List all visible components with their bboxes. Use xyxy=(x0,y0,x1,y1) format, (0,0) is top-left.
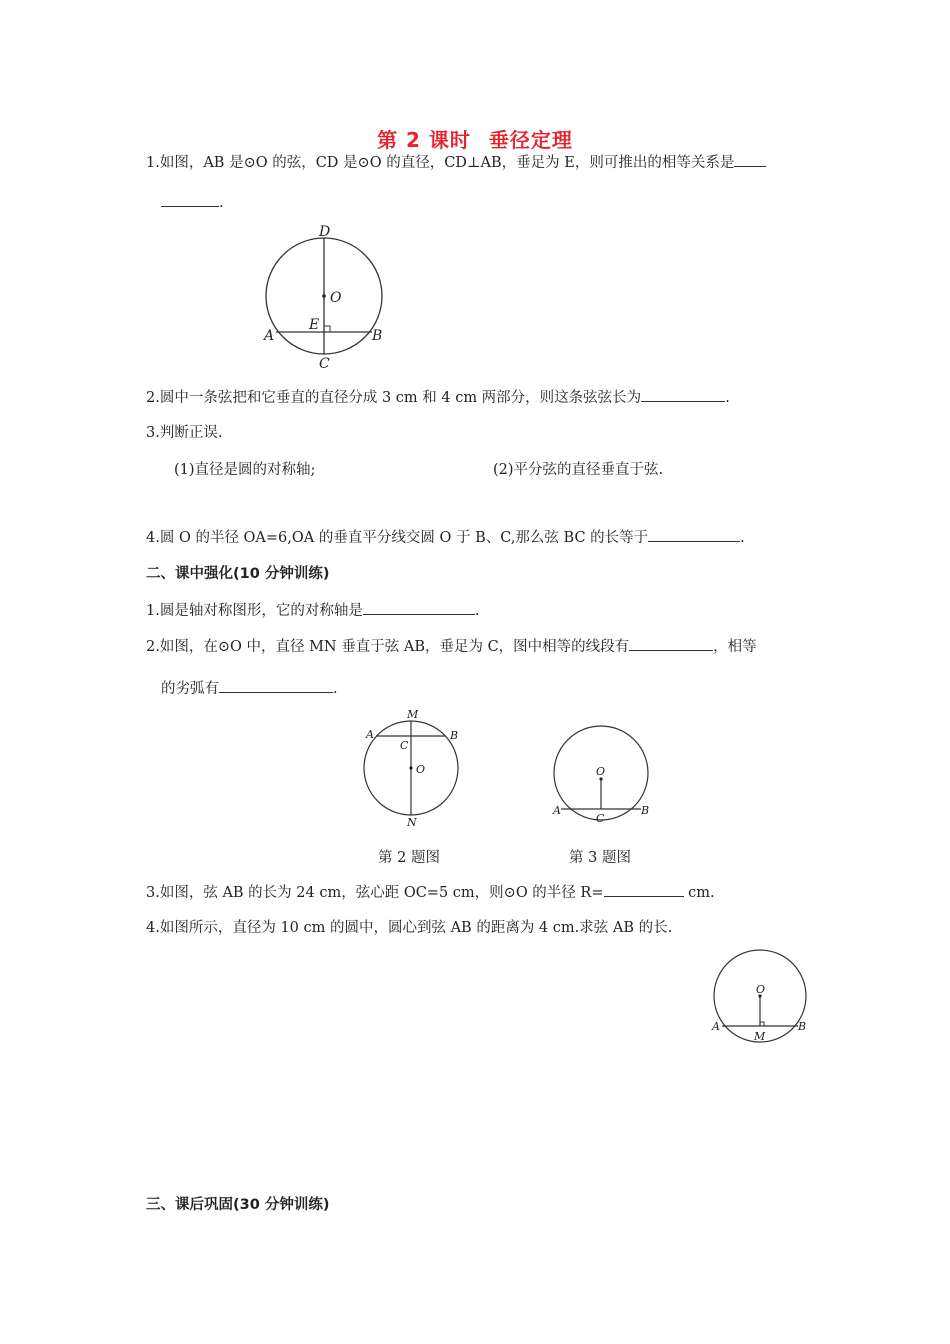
answer-blank xyxy=(363,600,475,615)
s2-question-3: 3.如图，弦 AB 的长为 24 cm，弦心距 OC=5 cm，则⊙O 的半径 R= cm. xyxy=(146,882,715,903)
fig3-label-a: A xyxy=(553,804,561,817)
figure-2-caption: 第 2 题图 xyxy=(378,850,440,866)
fig2-label-n: N xyxy=(407,816,417,829)
figure-2 xyxy=(352,700,472,832)
fig3-label-o: O xyxy=(596,765,606,778)
question-1-cont: . xyxy=(161,192,224,213)
question-3-part-1: (1)直径是圆的对称轴; xyxy=(174,462,316,478)
question-1: 1.如图，AB 是⊙O 的弦，CD 是⊙O 的直径，CD⊥AB，垂足为 E，则可推出的相等关系是 xyxy=(146,152,766,173)
fig2-label-b: B xyxy=(450,729,459,742)
answer-blank xyxy=(648,527,740,542)
s2-question-2-cont: 的劣弧有 . xyxy=(161,678,338,699)
fig1-label-a: A xyxy=(264,328,275,344)
answer-blank xyxy=(161,192,219,207)
fig2-label-o: O xyxy=(416,763,426,776)
fig1-label-b: B xyxy=(372,328,383,344)
answer-blank xyxy=(604,882,684,897)
fig4-label-m: M xyxy=(754,1030,766,1043)
answer-blank xyxy=(641,387,725,402)
fig4-label-o: O xyxy=(756,983,766,996)
fig1-label-c: C xyxy=(319,356,330,372)
section-3-heading: 三、课后巩固(30 分钟训练) xyxy=(146,1197,330,1213)
figure-1 xyxy=(250,220,410,380)
fig2-label-c: C xyxy=(400,739,409,752)
fig1-label-e: E xyxy=(309,317,320,333)
question-2: 2.圆中一条弦把和它垂直的直径分成 3 cm 和 4 cm 两部分，则这条弦弦长为 . xyxy=(146,387,730,408)
answer-blank xyxy=(219,678,333,693)
question-4: 4.圆 O 的半径 OA=6,OA 的垂直平分线交圆 O 于 B、C,那么弦 BC 的长等于 . xyxy=(146,527,745,548)
answer-blank xyxy=(629,636,713,651)
figure-3 xyxy=(545,725,665,835)
s2-question-2: 2.如图，在⊙O 中，直径 MN 垂直于弦 AB，垂足为 C，图中相等的线段有 ，相等 xyxy=(146,636,757,657)
lesson-topic: 垂径定理 xyxy=(488,128,573,152)
page-title xyxy=(0,124,950,153)
fig3-label-b: B xyxy=(641,804,650,817)
fig1-label-o: O xyxy=(330,290,342,306)
figure-3-caption: 第 3 题图 xyxy=(569,850,631,866)
figure-4 xyxy=(705,950,815,1050)
fig2-label-a: A xyxy=(366,728,374,741)
answer-blank xyxy=(734,152,766,167)
question-3: 3.判断正误. xyxy=(146,425,223,441)
fig4-label-a: A xyxy=(712,1020,720,1033)
fig1-label-d: D xyxy=(319,224,331,240)
section-2-heading: 二、课中强化(10 分钟训练) xyxy=(146,566,330,582)
fig3-label-c: C xyxy=(596,812,605,825)
s2-question-1: 1.圆是轴对称图形，它的对称轴是 . xyxy=(146,600,479,621)
lesson-number: 第 2 课时 xyxy=(377,128,471,152)
question-3-part-2: (2)平分弦的直径垂直于弦. xyxy=(493,462,664,478)
fig2-label-m: M xyxy=(407,708,419,721)
s2-question-4: 4.如图所示，直径为 10 cm 的圆中，圆心到弦 AB 的距离为 4 cm.求弦 AB 的长. xyxy=(146,920,673,936)
fig4-label-b: B xyxy=(798,1020,807,1033)
